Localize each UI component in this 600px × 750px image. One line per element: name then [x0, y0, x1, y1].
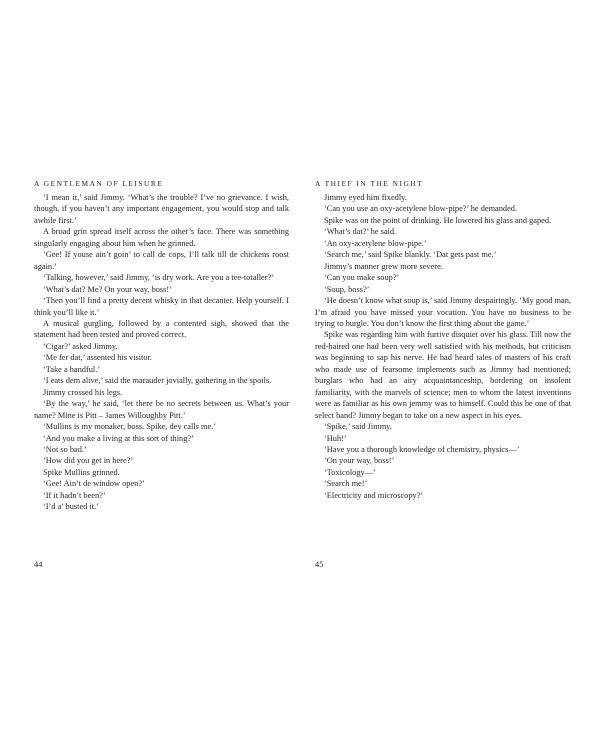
paragraph: Jimmy eyed him fixedly. [324, 193, 407, 202]
paragraph: A musical gurgling, followed by a contented sigh, showed that the statement had been tested and proved correct. [34, 318, 289, 340]
paragraph: ‘Have you a thorough knowledge of chemistry, physics—’ [324, 444, 520, 454]
paragraph: ‘Electricity and microscopy?’ [324, 490, 424, 500]
paragraph: ‘Gee! If youse ain’t goin’ to call de cops, I’ll talk till de chickens roost again.’ [34, 250, 289, 271]
paragraph: Jimmy’s manner grew more severe. [324, 261, 443, 271]
paragraph: ‘What’s dat? Me? On your way, boss!’ [43, 284, 172, 294]
paragraph: ‘How did you get in here?’ [43, 456, 134, 466]
paragraph: ‘An oxy-acetylene blow-pipe.’ [324, 238, 427, 248]
paragraph: ‘If it hadn’t been?’ [43, 490, 106, 500]
body-text [34, 192, 289, 513]
paragraph: ‘Talking, however,’ said Jimmy, ‘is dry work. Are you a tee-totaller?’ [43, 273, 275, 283]
paragraph: ‘Me fer dat,’ assented his visitor. [43, 353, 152, 363]
paragraph: ‘Huh!’ [324, 433, 347, 443]
paragraph: ‘Search me,’ said Spike blankly. ‘Dat gets past me.’ [324, 250, 497, 260]
page-number: 44 [34, 560, 43, 569]
paragraph: ‘Then you’ll find a pretty decent whisky in that decanter. Help yourself. I think you’ll like it.’ [34, 296, 289, 317]
paragraph: Jimmy crossed his legs. [43, 387, 123, 397]
paragraph: Spike was on the point of drinking. He lowered his glass and gaped. [324, 215, 552, 225]
paragraph: A broad grin spread itself across the other’s face. There was something singularly engaging about him when he grinned. [34, 227, 289, 248]
paragraph: ‘I’d a’ busted it.’ [43, 502, 99, 512]
paragraph: ‘Take a handful.’ [43, 364, 101, 374]
paragraph: Spike was regarding him with furtive disquiet over his glass. Till now the red-haired one had been very well satisfied with his methods, but criticism was beginning to sap his nerve. He had heard tales of masters of his craft who made use of fearsome implements such as Jimmy had mentioned; burglars who had an airy acquaintanceship, bordering on insolent familiarity, with the marvels of science; men to whom the latest inventions were as familiar as his own jemmy was to himself. Could this be one of that select band? Jimmy began to take on a new aspect in his eyes. [315, 330, 571, 420]
paragraph: ‘By the way,’ he said, ‘let there be no secrets between us. What’s your name? Mine is Pitt – James Willoughby Pitt.’ [34, 399, 289, 420]
page-number: 45 [315, 560, 324, 569]
running-head: A THIEF IN THE NIGHT [315, 179, 424, 188]
paragraph: ‘Can you use an oxy-acetylene blow-pipe?’ he demanded. [324, 204, 518, 214]
paragraph: ‘And you make a living at this sort of thing?’ [43, 433, 194, 443]
paragraph: Spike Mullins grinned. [43, 467, 120, 477]
running-head: A GENTLEMAN OF LEISURE [34, 179, 164, 188]
paragraph: ‘He doesn’t know what soup is,’ said Jimmy despairingly. ‘My good man, I’m afraid you have missed your vocation. You have no business to be trying to burgle. You don’t know the first thing about the game.’ [315, 296, 571, 328]
body-text [315, 192, 571, 501]
paragraph: ‘Spike,’ said Jimmy. [324, 422, 392, 432]
paragraph: ‘Not so bad.’ [43, 444, 87, 454]
paragraph: ‘What’s dat?’ he said. [324, 227, 397, 237]
paragraph: ‘Mullins is my monaker, boss. Spike, dey calls me.’ [43, 422, 217, 432]
paragraph: ‘Search me!’ [324, 479, 368, 489]
paragraph: ‘Toxicology—’ [324, 467, 376, 477]
paragraph: ‘Can you make soup?’ [324, 273, 400, 283]
paragraph: ‘Soup, boss?’ [324, 284, 370, 294]
paragraph: ‘On your way, boss!’ [324, 456, 395, 466]
paragraph: ‘Gee! Ain’t de window open?’ [43, 479, 145, 489]
paragraph: ‘I eats dem alive,’ said the marauder jovially, gathering in the spoils. [43, 376, 272, 386]
paragraph: ‘I mean it,’ said Jimmy. ‘What’s the trouble? I’ve no grievance. I wish, though, if you haven’t any important engagement, you would stop and talk awhile first.’ [34, 193, 289, 225]
paragraph: ‘Cigar?’ asked Jimmy. [43, 341, 118, 351]
